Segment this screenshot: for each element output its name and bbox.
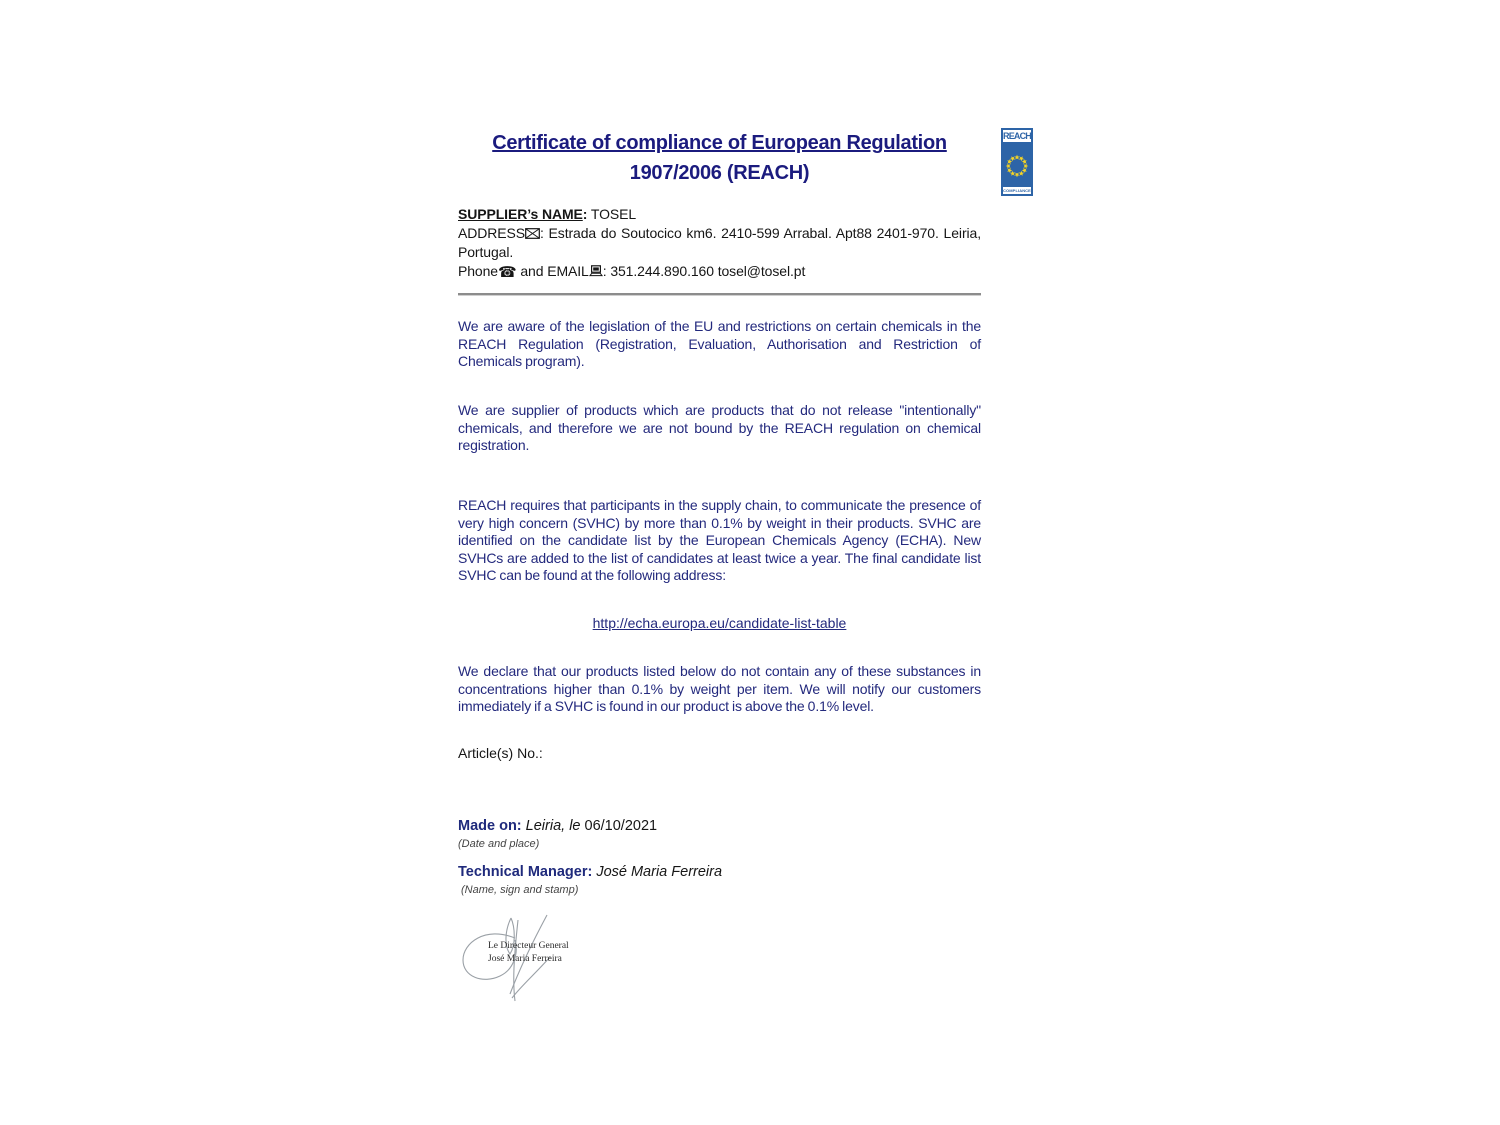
paragraph-svhc-requirements: REACH requires that participants in the supply chain, to communicate the presence of very high concern (SVHC) by more than 0.1% by weight in their products. SVHC are identified on the candidate list by the European Chemicals Agency (ECHA). New SVHCs are added to the list of candidates at least twice a year. The final candidate list SVHC can be found at the following address: — [458, 497, 981, 584]
document-title — [458, 128, 981, 188]
computer-icon — [589, 263, 603, 282]
supplier-name-label: SUPPLIER’s NAME — [458, 206, 583, 222]
paragraph-awareness: We are aware of the legislation of the EU and restrictions on certain chemicals in the REACH Regulation (Registration, Evaluation, Authorisation and Restriction of Chemicals program). — [458, 318, 981, 370]
made-on-place: Leiria, le — [521, 818, 585, 834]
technical-manager-line — [458, 864, 981, 880]
logo-reach-text: REACH — [1003, 131, 1032, 141]
title-line-1: Certificate of compliance of European Regulation — [492, 132, 947, 154]
supplier-block — [458, 205, 981, 281]
article-number-label: Article(s) No.: — [458, 745, 543, 761]
paragraph-supplier-statement: We are supplier of products which are products that do not release "intentionally" chemicals, and therefore we are not bound by the REACH regulation on chemical registration. — [458, 402, 981, 454]
candidate-list-link-row — [458, 615, 981, 631]
reach-compliance-logo — [1001, 128, 1033, 196]
technical-manager-label: Technical Manager: — [458, 864, 593, 880]
address-label: ADDRESS — [458, 224, 525, 241]
name-sign-stamp-note: (Name, sign and stamp) — [461, 884, 579, 896]
paragraph-declaration: We declare that our products listed below do not contain any of these substances in concentrations higher than 0.1% by weight per item. We will notify our customers immediately if a SVHC is found in our product is above the 0.1% level. — [458, 663, 981, 715]
candidate-list-link[interactable]: http://echa.europa.eu/candidate-list-table — [592, 615, 847, 631]
technical-manager-value: José Maria Ferreira — [592, 864, 723, 880]
phone-icon: ☎ — [497, 263, 517, 281]
made-on-date: 06/10/2021 — [584, 818, 658, 834]
made-on-label: Made on: — [458, 818, 522, 834]
made-on-line — [458, 818, 981, 834]
title-line-2: 1907/2006 (REACH) — [629, 162, 810, 184]
supplier-address-line — [458, 224, 981, 262]
address-value: : Estrada do Soutocico km6. 2410-599 Arrabal. Apt88 2401-970. Leiria, Portugal. — [458, 224, 981, 260]
eu-stars-icon — [1003, 143, 1031, 186]
contact-value: : 351.244.890.160 tosel@tosel.pt — [602, 262, 806, 279]
signature-name-line: José Maria Ferreira — [488, 954, 562, 964]
supplier-contact-line — [458, 262, 981, 282]
date-place-note: (Date and place) — [458, 838, 540, 850]
envelope-icon — [525, 225, 540, 244]
supplier-name-line — [458, 205, 981, 224]
phone-label: Phone — [458, 262, 498, 279]
email-label: and EMAIL — [516, 262, 589, 279]
signature-title-line: Le Directeur General — [488, 941, 569, 951]
logo-compliance-text: COMPLIANCE — [1003, 188, 1031, 193]
supplier-name-colon: : — [582, 206, 588, 222]
supplier-name-value: TOSEL — [587, 206, 637, 222]
section-divider — [458, 293, 981, 295]
signature-area — [455, 898, 635, 1013]
signature-text — [488, 940, 618, 966]
